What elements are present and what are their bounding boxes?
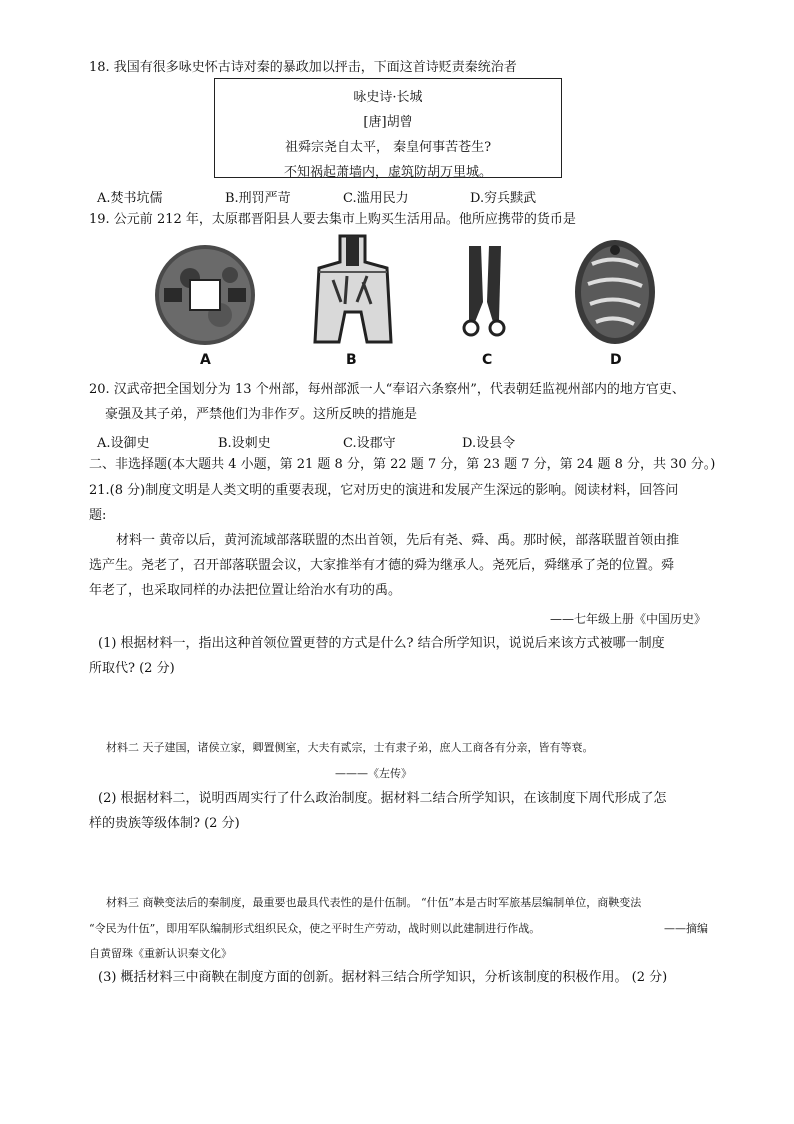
spade-coin-image	[305, 232, 400, 350]
poem-line-2: 不知祸起萧墙内，虚筑防胡万里城。	[283, 165, 492, 180]
poem-box	[214, 78, 562, 178]
q20-option-a: A.设御史	[97, 436, 150, 451]
material-1-line-3: 年老了，也采取同样的办法把位置让给治水有功的禹。	[89, 583, 402, 598]
coin-label-a: A	[200, 352, 211, 368]
coin-label-b: B	[346, 352, 357, 368]
material-3-source: 自黄留珠《重新认识秦文化》	[89, 947, 232, 960]
round-coin-image	[150, 240, 260, 350]
question-2-line-1: (2) 根据材料二，说明西周实行了什么政治制度。据材料二结合所学知识，在该制度下周代形成了怎	[98, 791, 667, 806]
material-3-line-1: 材料三 商鞅变法后的秦制度，最重要也最具代表性的是什伍制。 “什伍”本是古时军旅基层编制单位，商鞅变法	[106, 896, 642, 909]
section-header: 二、非选择题(本大题共 4 小题，第 21 题 8 分，第 22 题 7 分，第 23 题 7 分，第 24 题 8 分，共 30 分。)	[89, 457, 716, 472]
material-2-source: ———《左传》	[335, 767, 412, 780]
material-3-source-tail: ——摘编	[664, 922, 708, 935]
q21-intro-line-1: 21.(8 分)制度文明是人类文明的重要表现，它对历史的演进和发展产生深远的影响。阅读材料，回答问	[89, 483, 679, 498]
q18-option-c: C.滥用民力	[343, 191, 409, 206]
poem-author: [唐]胡曾	[363, 115, 413, 130]
question-1-line-1: (1) 根据材料一，指出这种首领位置更替的方式是什么? 结合所学知识，说说后来该方式被哪一制度	[98, 636, 665, 651]
material-1-source: ——七年级上册《中国历史》	[549, 612, 706, 626]
material-2-text: 材料二 天子建国，诸侯立家，卿置侧室，大夫有贰宗，士有隶子弟，庶人工商各有分亲，皆有等衰。	[106, 741, 594, 754]
material-1-line-1: 材料一 黄帝以后，黄河流域部落联盟的杰出首领，先后有尧、舜、禹。那时候，部落联盟首领由推	[116, 533, 680, 548]
coin-label-d: D	[610, 352, 622, 368]
q20-option-c: C.设郡守	[343, 436, 396, 451]
ant-nose-coin-image	[570, 234, 660, 350]
question-1-line-2: 所取代? (2 分)	[89, 661, 175, 676]
q18-option-a: A.焚书坑儒	[97, 191, 163, 206]
question-2-line-2: 样的贵族等级体制? (2 分)	[89, 816, 240, 831]
q19-stem: 19. 公元前 212 年，太原郡晋阳县人要去集市上购买生活用品。他所应携带的货币是	[89, 212, 576, 227]
q20-option-b: B.设刺史	[218, 436, 271, 451]
poem-line-1: 祖舜宗尧自太平， 秦皇何事苦苍生?	[284, 140, 492, 155]
q18-stem: 18. 我国有很多咏史怀古诗对秦的暴政加以抨击，下面这首诗贬责秦统治者	[89, 60, 517, 75]
material-1-line-2: 选产生。尧老了，召开部落联盟会议，大家推举有才德的舜为继承人。尧死后，舜继承了尧的位置。舜	[89, 558, 675, 573]
q20-stem-line-2: 豪强及其子弟，严禁他们为非作歹。这所反映的措施是	[105, 407, 418, 422]
poem-title: 咏史诗·长城	[353, 90, 423, 105]
q20-stem-line-1: 20. 汉武帝把全国划分为 13 个州部，每州部派一人“奉诏六条察州”，代表朝廷监视州部内的地方官吏、	[89, 382, 685, 397]
q21-intro-line-2: 题:	[89, 508, 107, 523]
q18-option-b: B.刑罚严苛	[225, 191, 291, 206]
material-3-line-2: “令民为什伍”，即用军队编制形式组织民众，使之平时生产劳动，战时则以此建制进行作战。	[89, 922, 541, 935]
question-3-text: (3) 概括材料三中商鞅在制度方面的创新。据材料三结合所学知识，分析该制度的积极作用。 (2 分)	[98, 970, 668, 985]
knife-coin-image	[455, 240, 515, 340]
q18-option-d: D.穷兵黩武	[470, 191, 537, 206]
coin-label-c: C	[482, 352, 493, 368]
q20-option-d: D.设县令	[462, 436, 516, 451]
